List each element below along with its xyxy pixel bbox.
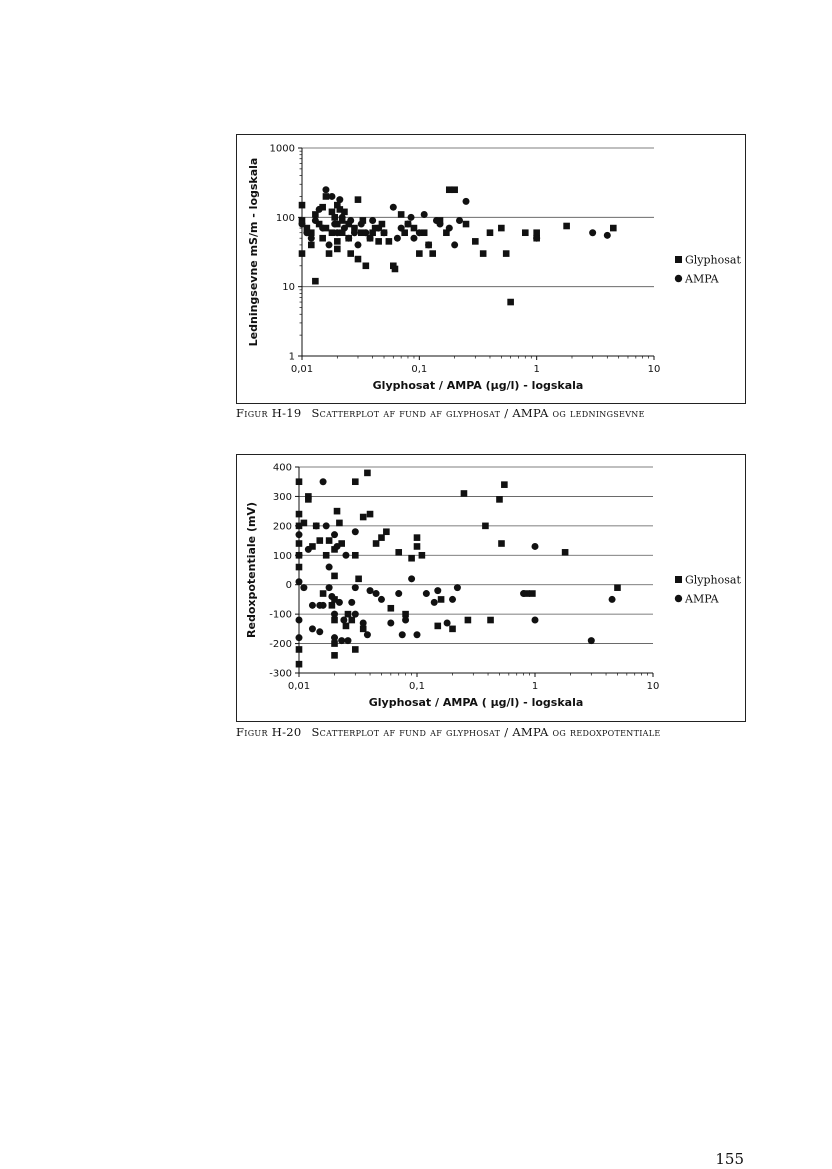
- chart2-point-ampa: [588, 637, 595, 644]
- chart2-point-glyphosat: [465, 617, 472, 624]
- chart2-point-ampa: [367, 587, 374, 594]
- chart1-point-glyphosat: [411, 225, 418, 232]
- chart1-point-ampa: [299, 221, 306, 228]
- chart2-svg: [237, 455, 747, 723]
- chart2-point-glyphosat: [438, 596, 445, 603]
- chart1-point-glyphosat: [331, 214, 338, 221]
- chart1-legend-marker-glyphosat: [675, 256, 682, 263]
- chart1-x-tick-label: 10: [647, 364, 661, 375]
- chart2-point-ampa: [352, 584, 359, 591]
- chart2-point-ampa: [360, 619, 367, 626]
- chart2-x-tick-label: 0,1: [409, 681, 425, 692]
- chart2-legend-label-ampa: AMPA: [685, 592, 719, 606]
- chart2-point-glyphosat: [408, 555, 415, 562]
- chart1-point-ampa: [351, 229, 358, 236]
- chart2-x-tick-label: 0,01: [287, 681, 311, 692]
- chart2-x-axis-title: Glyphosat / AMPA ( µg/l) - logskala: [368, 696, 584, 709]
- chart2-point-glyphosat: [331, 573, 338, 580]
- chart2-point-ampa: [309, 602, 316, 609]
- chart2-point-glyphosat: [352, 478, 359, 485]
- chart2-point-ampa: [434, 587, 441, 594]
- chart2-point-ampa: [364, 631, 371, 638]
- chart1-y-tick-label: 1000: [269, 143, 295, 155]
- chart2-point-ampa: [344, 637, 351, 644]
- chart2-point-ampa: [320, 602, 327, 609]
- chart1-point-ampa: [533, 235, 540, 242]
- chart1-point-glyphosat: [326, 250, 333, 257]
- chart2-legend-marker-ampa: [675, 595, 682, 602]
- chart1-point-ampa: [331, 221, 338, 228]
- chart2-point-ampa: [414, 631, 421, 638]
- chart1-point-ampa: [303, 229, 310, 236]
- chart2-point-ampa: [305, 546, 312, 553]
- chart2-point-glyphosat: [336, 520, 343, 527]
- chart2-point-glyphosat: [360, 514, 367, 521]
- chart2-point-ampa: [328, 593, 335, 600]
- chart1-point-ampa: [456, 217, 463, 224]
- chart2-point-glyphosat: [529, 590, 536, 597]
- chart1-point-ampa: [375, 225, 382, 232]
- chart2-point-glyphosat: [402, 611, 409, 618]
- chart2-point-glyphosat: [360, 626, 367, 633]
- caption-text: Scatterplot af fund af glyphosat / AMPA og ledningsevne: [311, 406, 645, 420]
- chart1-point-ampa: [421, 211, 428, 218]
- chart1-x-tick-label: 0,1: [411, 364, 428, 375]
- chart2-point-glyphosat: [367, 511, 374, 518]
- chart2-x-tick-label: 1: [531, 681, 539, 692]
- chart1-point-ampa: [398, 225, 405, 232]
- chart2-point-glyphosat: [355, 576, 362, 583]
- chart2-point-glyphosat: [345, 611, 352, 618]
- chart2-y-tick-label: 200: [272, 521, 292, 533]
- chart2-point-ampa: [352, 611, 359, 618]
- chart2-point-ampa: [336, 599, 343, 606]
- chart2-point-glyphosat: [414, 534, 421, 541]
- chart1-point-ampa: [410, 235, 417, 242]
- chart1-point-ampa: [328, 193, 335, 200]
- chart2-point-glyphosat: [301, 520, 308, 527]
- chart1-point-ampa: [446, 225, 453, 232]
- chart2-y-axis-title: Redoxpotentiale (mV): [245, 502, 258, 638]
- chart2-point-ampa: [340, 617, 347, 624]
- chart1-point-ampa: [369, 217, 376, 224]
- chart1-point-ampa: [334, 229, 341, 236]
- chart1-point-ampa: [345, 235, 352, 242]
- chart2-point-ampa: [408, 575, 415, 582]
- chart2-point-ampa: [532, 543, 539, 550]
- chart-ledningsevne: [236, 134, 746, 404]
- chart1-point-glyphosat: [480, 250, 487, 257]
- chart1-y-tick-label: 10: [282, 282, 295, 294]
- chart2-point-glyphosat: [296, 661, 303, 668]
- chart1-point-ampa: [362, 229, 369, 236]
- chart1-point-glyphosat: [416, 250, 423, 257]
- chart2-point-glyphosat: [373, 540, 380, 547]
- page-number: 155: [715, 1150, 744, 1168]
- chart1-point-glyphosat: [319, 235, 326, 242]
- chart1-point-glyphosat: [472, 238, 479, 245]
- chart2-y-tick-label: 0: [285, 580, 292, 592]
- chart1-legend-label-glyphosat: Glyphosat: [685, 253, 741, 267]
- chart2-point-ampa: [348, 599, 355, 606]
- chart2-point-glyphosat: [323, 552, 330, 559]
- chart2-y-tick-label: 400: [272, 462, 292, 474]
- chart1-point-glyphosat: [299, 202, 306, 209]
- chart1-x-axis-title: Glyphosat / AMPA (µg/l) - logskala: [372, 379, 584, 392]
- chart2-y-tick-label: -100: [269, 609, 292, 621]
- chart2-point-ampa: [334, 543, 341, 550]
- chart2-point-glyphosat: [482, 523, 489, 530]
- chart1-point-ampa: [319, 225, 326, 232]
- chart2-point-ampa: [431, 599, 438, 606]
- chart2-point-ampa: [331, 531, 338, 538]
- chart1-point-ampa: [381, 229, 388, 236]
- chart1-point-ampa: [312, 217, 319, 224]
- chart2-y-tick-label: 300: [272, 491, 292, 503]
- chart2-point-ampa: [331, 634, 338, 641]
- chart2-point-glyphosat: [383, 528, 390, 535]
- chart2-point-glyphosat: [501, 481, 508, 488]
- chart2-point-ampa: [399, 631, 406, 638]
- chart2-point-glyphosat: [296, 511, 303, 518]
- chart1-point-glyphosat: [522, 229, 529, 236]
- chart2-point-ampa: [296, 552, 303, 559]
- chart1-legend-label-ampa: AMPA: [685, 272, 719, 286]
- chart2-point-ampa: [313, 522, 320, 529]
- chart2-point-glyphosat: [296, 564, 303, 571]
- chart2-point-ampa: [309, 625, 316, 632]
- chart1-svg: [237, 135, 747, 405]
- chart1-point-glyphosat: [308, 242, 315, 249]
- chart2-point-ampa: [444, 619, 451, 626]
- chart1-point-glyphosat: [392, 266, 399, 273]
- chart1-point-glyphosat: [347, 250, 354, 257]
- figure-caption-h20: [236, 725, 796, 739]
- chart2-point-glyphosat: [331, 652, 338, 659]
- chart1-point-glyphosat: [398, 211, 405, 218]
- chart2-x-tick-label: 10: [646, 681, 660, 692]
- chart1-point-glyphosat: [312, 278, 319, 285]
- chart2-point-ampa: [326, 584, 333, 591]
- chart2-point-glyphosat: [419, 552, 426, 559]
- chart1-y-tick-label: 100: [275, 212, 295, 224]
- chart1-point-ampa: [394, 235, 401, 242]
- chart2-y-tick-label: -200: [269, 639, 292, 651]
- chart2-point-glyphosat: [414, 543, 421, 550]
- chart2-point-ampa: [395, 590, 402, 597]
- chart2-point-glyphosat: [326, 537, 333, 544]
- chart1-point-ampa: [404, 221, 411, 228]
- chart1-point-ampa: [316, 206, 323, 213]
- chart1-x-tick-label: 0,01: [290, 364, 314, 375]
- chart2-point-glyphosat: [320, 590, 327, 597]
- chart1-point-glyphosat: [334, 238, 341, 245]
- chart2-point-glyphosat: [388, 605, 395, 612]
- chart1-point-ampa: [326, 241, 333, 248]
- chart2-point-glyphosat: [296, 646, 303, 653]
- chart2-y-tick-label: -300: [269, 668, 292, 680]
- chart1-point-ampa: [463, 198, 470, 205]
- chart2-point-ampa: [520, 590, 527, 597]
- chart2-point-ampa: [449, 596, 456, 603]
- chart2-point-ampa: [373, 590, 380, 597]
- chart2-point-glyphosat: [329, 602, 336, 609]
- chart2-point-ampa: [378, 596, 385, 603]
- chart2-point-glyphosat: [331, 617, 338, 624]
- chart1-point-glyphosat: [429, 250, 436, 257]
- chart2-point-glyphosat: [352, 552, 359, 559]
- chart2-point-ampa: [326, 564, 333, 571]
- chart2-point-glyphosat: [487, 617, 494, 624]
- chart2-point-glyphosat: [296, 478, 303, 485]
- chart1-point-glyphosat: [498, 225, 505, 232]
- chart1-point-ampa: [367, 235, 374, 242]
- chart1-point-ampa: [341, 225, 348, 232]
- chart2-point-glyphosat: [331, 640, 338, 647]
- chart1-y-tick-label: 1: [288, 351, 295, 363]
- chart1-point-glyphosat: [386, 238, 393, 245]
- chart2-point-ampa: [296, 634, 303, 641]
- chart2-point-glyphosat: [395, 549, 402, 556]
- chart2-point-glyphosat: [562, 549, 569, 556]
- chart2-point-glyphosat: [364, 470, 371, 477]
- chart1-point-ampa: [347, 217, 354, 224]
- chart1-point-glyphosat: [610, 225, 617, 232]
- chart2-point-ampa: [402, 617, 409, 624]
- chart2-point-ampa: [532, 617, 539, 624]
- chart1-point-ampa: [408, 214, 415, 221]
- chart1-point-glyphosat: [451, 186, 458, 193]
- chart2-point-glyphosat: [305, 496, 312, 503]
- chart2-legend-label-glyphosat: Glyphosat: [685, 573, 741, 587]
- chart1-point-ampa: [354, 241, 361, 248]
- chart2-point-ampa: [320, 478, 327, 485]
- chart1-point-glyphosat: [323, 193, 330, 200]
- chart1-point-glyphosat: [375, 238, 382, 245]
- chart2-point-glyphosat: [378, 534, 385, 541]
- caption-label: Figur H-20: [236, 725, 302, 739]
- chart1-point-ampa: [339, 214, 346, 221]
- chart2-point-ampa: [323, 522, 330, 529]
- chart2-point-glyphosat: [434, 623, 441, 630]
- chart-redoxpotentiale: [236, 454, 746, 722]
- chart2-point-ampa: [296, 531, 303, 538]
- chart2-point-glyphosat: [352, 646, 359, 653]
- chart2-point-ampa: [296, 578, 303, 585]
- chart2-point-glyphosat: [334, 508, 341, 515]
- chart2-point-ampa: [316, 628, 323, 635]
- chart1-point-glyphosat: [334, 246, 341, 253]
- chart2-point-glyphosat: [343, 623, 350, 630]
- chart2-point-ampa: [342, 552, 349, 559]
- chart2-point-ampa: [331, 611, 338, 618]
- chart1-point-ampa: [436, 221, 443, 228]
- chart2-point-glyphosat: [496, 496, 503, 503]
- chart1-point-ampa: [390, 204, 397, 211]
- chart1-point-ampa: [451, 241, 458, 248]
- chart1-point-glyphosat: [299, 250, 306, 257]
- chart2-point-glyphosat: [461, 490, 468, 497]
- chart2-point-glyphosat: [498, 540, 505, 547]
- figure-caption-h19: [236, 406, 796, 420]
- chart2-point-ampa: [423, 590, 430, 597]
- chart2-point-ampa: [387, 619, 394, 626]
- chart2-point-ampa: [352, 528, 359, 535]
- chart1-point-ampa: [358, 221, 365, 228]
- chart1-point-glyphosat: [355, 196, 362, 203]
- chart2-point-ampa: [338, 637, 345, 644]
- chart1-point-ampa: [322, 186, 329, 193]
- chart2-point-ampa: [609, 596, 616, 603]
- chart2-point-ampa: [300, 584, 307, 591]
- chart1-point-ampa: [308, 235, 315, 242]
- chart1-x-tick-label: 1: [533, 364, 540, 375]
- chart2-point-glyphosat: [614, 584, 621, 591]
- chart2-point-glyphosat: [316, 537, 323, 544]
- chart1-point-glyphosat: [363, 262, 370, 269]
- caption-label: Figur H-19: [236, 406, 302, 420]
- chart2-legend-marker-glyphosat: [675, 576, 682, 583]
- chart1-point-ampa: [589, 229, 596, 236]
- chart2-point-ampa: [296, 617, 303, 624]
- chart1-legend-marker-ampa: [675, 275, 682, 282]
- chart2-point-glyphosat: [449, 626, 456, 633]
- chart1-point-glyphosat: [487, 229, 494, 236]
- chart1-point-glyphosat: [507, 299, 514, 306]
- chart2-y-tick-label: 100: [272, 550, 292, 562]
- chart2-point-glyphosat: [296, 540, 303, 547]
- chart1-point-glyphosat: [463, 221, 470, 228]
- chart1-point-glyphosat: [563, 223, 570, 230]
- chart1-y-axis-title: Ledningsevne mS/m - logskala: [247, 157, 260, 347]
- chart1-point-ampa: [336, 196, 343, 203]
- chart1-point-glyphosat: [355, 256, 362, 263]
- chart2-point-glyphosat: [348, 617, 355, 624]
- chart1-point-glyphosat: [503, 250, 510, 257]
- chart2-point-ampa: [454, 584, 461, 591]
- chart1-point-ampa: [425, 241, 432, 248]
- chart1-point-ampa: [416, 229, 423, 236]
- caption-text: Scatterplot af fund af glyphosat / AMPA og redoxpotentiale: [311, 725, 661, 739]
- chart1-point-ampa: [604, 232, 611, 239]
